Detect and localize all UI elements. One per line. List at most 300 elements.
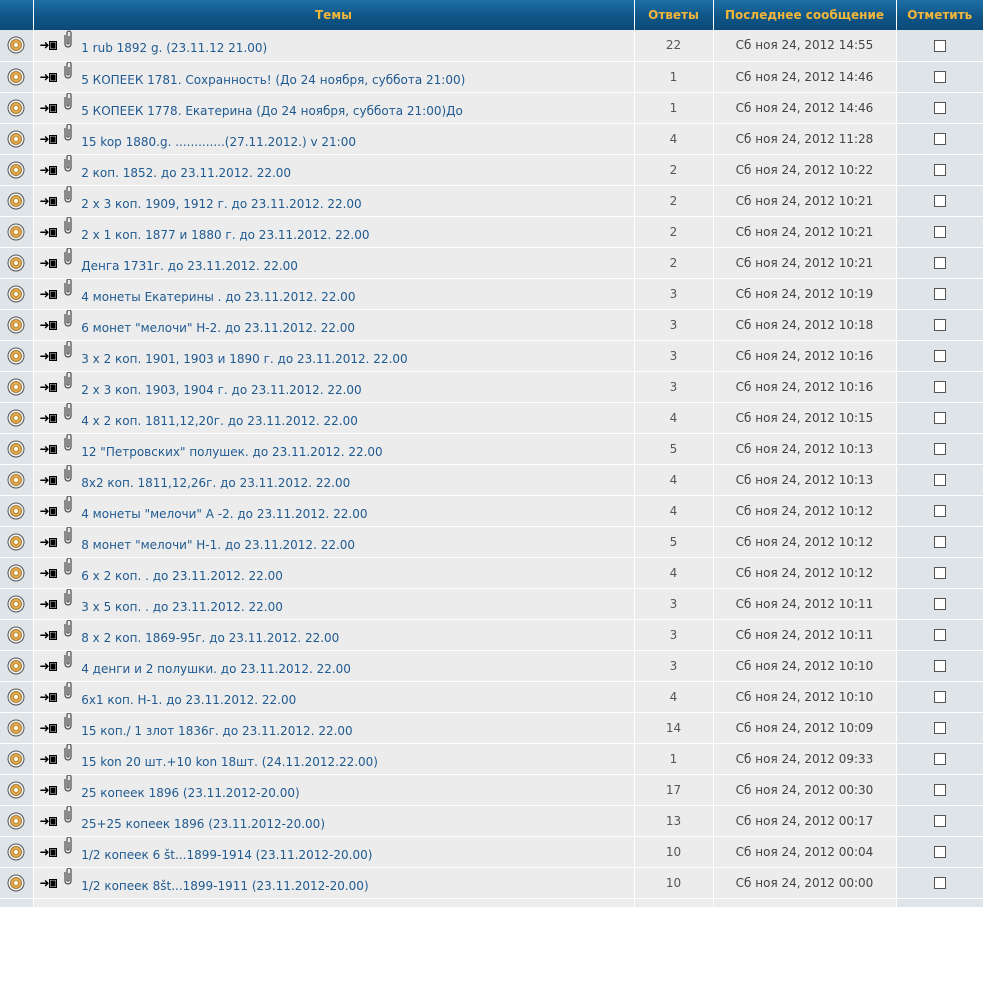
topic-title-cell <box>33 340 634 371</box>
mark-checkbox[interactable] <box>934 505 946 517</box>
topic-title-link[interactable]: 5 КОПЕЕК 1781. Сохранность! (До 24 ноября, суббота 21:00) <box>81 72 466 87</box>
goto-newest-post-icon[interactable]: ➜ <box>40 597 57 611</box>
table-row <box>0 309 983 340</box>
goto-newest-post-icon[interactable]: ➜ <box>40 411 57 425</box>
topic-title-link[interactable]: 12 "Петровских" полушек. до 23.11.2012. 22.00 <box>81 444 383 459</box>
topic-title-cell <box>33 774 634 805</box>
topic-status-cell <box>0 712 33 743</box>
goto-newest-post-icon[interactable]: ➜ <box>40 814 57 828</box>
topic-title-link[interactable]: 5 КОПЕЕК 1778. Екатерина (До 24 ноября, суббота 21:00)До <box>81 103 463 118</box>
topic-title-link[interactable]: 6 монет "мелочи" Н-2. до 23.11.2012. 22.00 <box>81 320 356 335</box>
replies-count: 2 <box>634 216 713 247</box>
topic-title-link[interactable]: 1/2 копеек 8št...1899-1911 (23.11.2012-20.00) <box>81 878 369 893</box>
topic-status-cell <box>0 216 33 247</box>
replies-count: 4 <box>634 557 713 588</box>
topic-read-icon <box>7 719 25 737</box>
replies-count: 22 <box>634 30 713 61</box>
topic-read-icon <box>7 254 25 272</box>
last-post-time[interactable]: Сб ноя 24, 2012 10:16 <box>713 371 896 402</box>
paperclip-icon <box>62 30 74 52</box>
topic-title-cell <box>33 247 634 278</box>
replies-count: 5 <box>634 526 713 557</box>
replies-column-header[interactable]: Ответы <box>634 0 713 30</box>
mark-cell <box>896 774 983 805</box>
mark-cell <box>896 309 983 340</box>
topics-table-body <box>0 30 983 907</box>
topic-title-link[interactable]: 8 x 2 коп. 1869-95г. до 23.11.2012. 22.00 <box>81 630 340 645</box>
replies-count: 17 <box>634 774 713 805</box>
paperclip-icon <box>62 650 74 672</box>
mark-checkbox[interactable] <box>934 877 946 889</box>
topic-status-cell <box>0 836 33 867</box>
topic-read-icon <box>7 347 25 365</box>
last-post-time[interactable]: Сб ноя 24, 2012 10:18 <box>713 309 896 340</box>
topic-read-icon <box>7 688 25 706</box>
last-post-time[interactable]: Сб ноя 24, 2012 10:13 <box>713 464 896 495</box>
replies-count: 14 <box>634 712 713 743</box>
topic-title-link[interactable]: 2 x 1 коп. 1877 и 1880 г. до 23.11.2012. 22.00 <box>81 227 370 242</box>
last-post-time[interactable]: Сб ноя 24, 2012 10:12 <box>713 557 896 588</box>
last-post-time[interactable]: Сб ноя 24, 2012 10:10 <box>713 681 896 712</box>
topic-title-cell <box>33 185 634 216</box>
mark-checkbox[interactable] <box>934 474 946 486</box>
topic-title-link[interactable]: 4 монеты Екатерины . до 23.11.2012. 22.00 <box>81 289 356 304</box>
last-post-time[interactable]: Сб ноя 24, 2012 10:16 <box>713 340 896 371</box>
topics-column-header[interactable]: Темы <box>33 0 634 30</box>
paperclip-icon <box>62 92 74 114</box>
paperclip-icon <box>62 309 74 331</box>
replies-count: 3 <box>634 278 713 309</box>
last-post-time[interactable]: Сб ноя 24, 2012 11:28 <box>713 123 896 154</box>
topic-status-cell <box>0 588 33 619</box>
topic-title-cell <box>33 464 634 495</box>
last-post-time[interactable]: Сб ноя 24, 2012 10:13 <box>713 433 896 464</box>
goto-newest-post-icon[interactable]: ➜ <box>40 349 57 363</box>
goto-newest-post-icon[interactable]: ➜ <box>40 783 57 797</box>
replies-count: 1 <box>634 92 713 123</box>
goto-newest-post-icon[interactable]: ➜ <box>40 752 57 766</box>
table-row <box>0 619 983 650</box>
topic-status-cell <box>0 526 33 557</box>
topic-status-cell <box>0 805 33 836</box>
partial-cell <box>713 898 896 907</box>
topic-status-cell <box>0 650 33 681</box>
topic-read-icon <box>7 502 25 520</box>
topic-read-icon <box>7 409 25 427</box>
last-post-time[interactable]: Сб ноя 24, 2012 14:46 <box>713 92 896 123</box>
replies-count: 2 <box>634 247 713 278</box>
topic-title-cell <box>33 495 634 526</box>
topic-status-cell <box>0 340 33 371</box>
replies-count: 4 <box>634 123 713 154</box>
topic-title-cell <box>33 681 634 712</box>
topic-status-cell <box>0 371 33 402</box>
mark-checkbox[interactable] <box>934 691 946 703</box>
mark-checkbox[interactable] <box>934 660 946 672</box>
goto-newest-post-icon[interactable]: ➜ <box>40 132 57 146</box>
icon-column-header <box>0 0 33 30</box>
topic-title-link[interactable]: Денга 1731г. до 23.11.2012. 22.00 <box>81 258 298 273</box>
paperclip-icon <box>62 774 74 796</box>
mark-cell <box>896 495 983 526</box>
partial-cell <box>896 898 983 907</box>
topic-status-cell <box>0 464 33 495</box>
goto-newest-post-icon[interactable]: ➜ <box>40 101 57 115</box>
goto-newest-post-icon[interactable]: ➜ <box>40 256 57 270</box>
last-post-time[interactable]: Сб ноя 24, 2012 09:33 <box>713 743 896 774</box>
table-row <box>0 123 983 154</box>
table-row <box>0 867 983 898</box>
paperclip-icon <box>62 743 74 765</box>
topic-read-icon <box>7 874 25 892</box>
last-post-time[interactable]: Сб ноя 24, 2012 10:19 <box>713 278 896 309</box>
paperclip-icon <box>62 371 74 393</box>
topic-read-icon <box>7 812 25 830</box>
replies-count: 4 <box>634 681 713 712</box>
mark-checkbox[interactable] <box>934 846 946 858</box>
table-row <box>0 92 983 123</box>
paperclip-icon <box>62 247 74 269</box>
table-row <box>0 650 983 681</box>
mark-column-header[interactable]: Отметить <box>896 0 983 30</box>
mark-cell <box>896 619 983 650</box>
replies-count: 13 <box>634 805 713 836</box>
replies-count: 10 <box>634 867 713 898</box>
mark-checkbox[interactable] <box>934 40 946 52</box>
mark-cell <box>896 185 983 216</box>
goto-newest-post-icon[interactable]: ➜ <box>40 70 57 84</box>
topic-title-cell <box>33 278 634 309</box>
topic-title-link[interactable]: 25 копеек 1896 (23.11.2012-20.00) <box>81 785 300 800</box>
mark-cell <box>896 216 983 247</box>
topic-read-icon <box>7 99 25 117</box>
table-row <box>0 154 983 185</box>
last-post-time[interactable]: Сб ноя 24, 2012 10:12 <box>713 495 896 526</box>
goto-newest-post-icon[interactable]: ➜ <box>40 535 57 549</box>
replies-count: 3 <box>634 340 713 371</box>
topic-title-cell <box>33 433 634 464</box>
mark-checkbox[interactable] <box>934 226 946 238</box>
goto-newest-post-icon[interactable]: ➜ <box>40 845 57 859</box>
last-post-time[interactable]: Сб ноя 24, 2012 10:21 <box>713 216 896 247</box>
replies-count: 4 <box>634 402 713 433</box>
paperclip-icon <box>62 526 74 548</box>
topic-title-link[interactable]: 1 rub 1892 g. (23.11.12 21.00) <box>81 41 268 56</box>
topic-title-link[interactable]: 6 x 2 коп. . до 23.11.2012. 22.00 <box>81 568 283 583</box>
last-post-time[interactable]: Сб ноя 24, 2012 10:22 <box>713 154 896 185</box>
replies-count: 4 <box>634 464 713 495</box>
table-row <box>0 774 983 805</box>
topic-read-icon <box>7 36 25 54</box>
mark-checkbox[interactable] <box>934 195 946 207</box>
last-post-time[interactable]: Сб ноя 24, 2012 00:00 <box>713 867 896 898</box>
topic-title-cell <box>33 216 634 247</box>
paperclip-icon <box>62 867 74 889</box>
mark-checkbox[interactable] <box>934 102 946 114</box>
last-post-time[interactable]: Сб ноя 24, 2012 14:46 <box>713 61 896 92</box>
mark-checkbox[interactable] <box>934 443 946 455</box>
topic-read-icon <box>7 781 25 799</box>
table-row <box>0 712 983 743</box>
topic-title-link[interactable]: 8 монет "мелочи" Н-1. до 23.11.2012. 22.00 <box>81 537 356 552</box>
goto-newest-post-icon[interactable]: ➜ <box>40 628 57 642</box>
replies-count: 2 <box>634 154 713 185</box>
last-post-time[interactable]: Сб ноя 24, 2012 10:09 <box>713 712 896 743</box>
topic-read-icon <box>7 316 25 334</box>
topic-read-icon <box>7 192 25 210</box>
mark-checkbox[interactable] <box>934 629 946 641</box>
paperclip-icon <box>62 123 74 145</box>
paperclip-icon <box>62 805 74 827</box>
goto-newest-post-icon[interactable]: ➜ <box>40 380 57 394</box>
topic-read-icon <box>7 533 25 551</box>
mark-checkbox[interactable] <box>934 722 946 734</box>
mark-cell <box>896 247 983 278</box>
topic-title-cell <box>33 743 634 774</box>
topic-read-icon <box>7 471 25 489</box>
topic-title-cell <box>33 526 634 557</box>
table-row <box>0 30 983 61</box>
last-post-time[interactable]: Сб ноя 24, 2012 10:10 <box>713 650 896 681</box>
topic-status-cell <box>0 681 33 712</box>
replies-count: 10 <box>634 836 713 867</box>
topic-title-link[interactable]: 15 коп./ 1 злот 1836г. до 23.11.2012. 22.00 <box>81 723 353 738</box>
table-row <box>0 278 983 309</box>
topic-status-cell <box>0 61 33 92</box>
topic-title-cell <box>33 154 634 185</box>
topic-title-link[interactable]: 4 монеты "мелочи" А -2. до 23.11.2012. 22.00 <box>81 506 368 521</box>
mark-checkbox[interactable] <box>934 319 946 331</box>
table-row <box>0 61 983 92</box>
goto-newest-post-icon[interactable]: ➜ <box>40 566 57 580</box>
mark-cell <box>896 464 983 495</box>
topic-title-link[interactable]: 3 x 5 коп. . до 23.11.2012. 22.00 <box>81 599 283 614</box>
mark-cell <box>896 526 983 557</box>
topic-read-icon <box>7 130 25 148</box>
topic-read-icon <box>7 750 25 768</box>
topic-title-link[interactable]: 2 x 3 коп. 1903, 1904 г. до 23.11.2012. 22.00 <box>81 382 362 397</box>
paperclip-icon <box>62 154 74 176</box>
paperclip-icon <box>62 557 74 579</box>
table-row <box>0 805 983 836</box>
goto-newest-post-icon[interactable]: ➜ <box>40 318 57 332</box>
table-row <box>0 247 983 278</box>
paperclip-icon <box>62 278 74 300</box>
last-post-time[interactable]: Сб ноя 24, 2012 10:21 <box>713 247 896 278</box>
topic-title-link[interactable]: 25+25 копеек 1896 (23.11.2012-20.00) <box>81 816 325 831</box>
last-post-time[interactable]: Сб ноя 24, 2012 10:11 <box>713 619 896 650</box>
paperclip-icon <box>62 712 74 734</box>
mark-checkbox[interactable] <box>934 257 946 269</box>
topic-status-cell <box>0 557 33 588</box>
goto-newest-post-icon[interactable]: ➜ <box>40 659 57 673</box>
table-row <box>0 433 983 464</box>
paperclip-icon <box>62 681 74 703</box>
mark-checkbox[interactable] <box>934 784 946 796</box>
paperclip-icon <box>62 836 74 858</box>
goto-newest-post-icon[interactable]: ➜ <box>40 442 57 456</box>
goto-newest-post-icon[interactable]: ➜ <box>40 473 57 487</box>
mark-cell <box>896 588 983 619</box>
mark-checkbox[interactable] <box>934 350 946 362</box>
paperclip-icon <box>62 340 74 362</box>
mark-checkbox[interactable] <box>934 536 946 548</box>
paperclip-icon <box>62 61 74 83</box>
mark-cell <box>896 340 983 371</box>
topic-status-cell <box>0 92 33 123</box>
topic-status-cell <box>0 154 33 185</box>
topic-title-link[interactable]: 4 x 2 коп. 1811,12,20г. до 23.11.2012. 22.00 <box>81 413 358 428</box>
mark-checkbox[interactable] <box>934 133 946 145</box>
mark-cell <box>896 61 983 92</box>
last-post-time[interactable]: Сб ноя 24, 2012 00:04 <box>713 836 896 867</box>
topic-status-cell <box>0 185 33 216</box>
mark-cell <box>896 30 983 61</box>
last-post-column-header[interactable]: Последнее сообщение <box>713 0 896 30</box>
mark-cell <box>896 123 983 154</box>
topic-title-link[interactable]: 2 x 3 коп. 1909, 1912 г. до 23.11.2012. 22.00 <box>81 196 362 211</box>
paperclip-icon <box>62 588 74 610</box>
goto-newest-post-icon[interactable]: ➜ <box>40 194 57 208</box>
topic-title-cell <box>33 123 634 154</box>
table-row <box>0 526 983 557</box>
topic-status-cell <box>0 30 33 61</box>
goto-newest-post-icon[interactable]: ➜ <box>40 721 57 735</box>
topic-title-link[interactable]: 8х2 коп. 1811,12,26г. до 23.11.2012. 22.00 <box>81 475 351 490</box>
topic-status-cell <box>0 495 33 526</box>
replies-count: 3 <box>634 650 713 681</box>
table-row <box>0 557 983 588</box>
paperclip-icon <box>62 433 74 455</box>
replies-count: 1 <box>634 61 713 92</box>
paperclip-icon <box>62 216 74 238</box>
mark-checkbox[interactable] <box>934 753 946 765</box>
mark-checkbox[interactable] <box>934 164 946 176</box>
last-post-time[interactable]: Сб ноя 24, 2012 10:21 <box>713 185 896 216</box>
topic-title-link[interactable]: 4 денги и 2 полушки. до 23.11.2012. 22.00 <box>81 661 351 676</box>
table-row-partial <box>0 898 983 907</box>
topic-read-icon <box>7 68 25 86</box>
mark-cell <box>896 154 983 185</box>
table-row <box>0 836 983 867</box>
last-post-time[interactable]: Сб ноя 24, 2012 14:55 <box>713 30 896 61</box>
mark-checkbox[interactable] <box>934 288 946 300</box>
goto-newest-post-icon[interactable]: ➜ <box>40 876 57 890</box>
goto-newest-post-icon[interactable]: ➜ <box>40 287 57 301</box>
last-post-time[interactable]: Сб ноя 24, 2012 00:30 <box>713 774 896 805</box>
mark-cell <box>896 92 983 123</box>
topic-title-cell <box>33 712 634 743</box>
topic-title-link[interactable]: 15 kon 20 шт.+10 kon 18шт. (24.11.2012.22.00) <box>81 754 378 769</box>
topic-title-cell <box>33 836 634 867</box>
topic-read-icon <box>7 657 25 675</box>
mark-checkbox[interactable] <box>934 567 946 579</box>
topic-read-icon <box>7 223 25 241</box>
mark-cell <box>896 712 983 743</box>
topic-title-link[interactable]: 2 коп. 1852. до 23.11.2012. 22.00 <box>81 165 292 180</box>
replies-count: 1 <box>634 743 713 774</box>
topic-read-icon <box>7 161 25 179</box>
mark-checkbox[interactable] <box>934 598 946 610</box>
last-post-time[interactable]: Сб ноя 24, 2012 10:12 <box>713 526 896 557</box>
topic-title-cell <box>33 557 634 588</box>
replies-count: 3 <box>634 371 713 402</box>
mark-cell <box>896 557 983 588</box>
mark-checkbox[interactable] <box>934 71 946 83</box>
topic-title-cell <box>33 30 634 61</box>
last-post-time[interactable]: Сб ноя 24, 2012 00:17 <box>713 805 896 836</box>
replies-count: 2 <box>634 185 713 216</box>
paperclip-icon <box>62 402 74 424</box>
topic-status-cell <box>0 247 33 278</box>
goto-newest-post-icon[interactable]: ➜ <box>40 163 57 177</box>
topic-read-icon <box>7 440 25 458</box>
topic-status-cell <box>0 309 33 340</box>
topic-title-cell <box>33 61 634 92</box>
topic-read-icon <box>7 378 25 396</box>
topic-title-cell <box>33 805 634 836</box>
goto-newest-post-icon[interactable]: ➜ <box>40 504 57 518</box>
table-row <box>0 464 983 495</box>
mark-cell <box>896 650 983 681</box>
mark-cell <box>896 433 983 464</box>
goto-newest-post-icon[interactable]: ➜ <box>40 690 57 704</box>
table-row <box>0 495 983 526</box>
replies-count: 4 <box>634 495 713 526</box>
table-row <box>0 681 983 712</box>
last-post-time[interactable]: Сб ноя 24, 2012 10:11 <box>713 588 896 619</box>
topic-read-icon <box>7 595 25 613</box>
paperclip-icon <box>62 495 74 517</box>
mark-checkbox[interactable] <box>934 815 946 827</box>
topic-status-cell <box>0 278 33 309</box>
partial-cell <box>33 898 634 907</box>
topic-title-cell <box>33 309 634 340</box>
paperclip-icon <box>62 185 74 207</box>
mark-cell <box>896 743 983 774</box>
topic-title-link[interactable]: 1/2 копеек 6 št...1899-1914 (23.11.2012-20.00) <box>81 847 373 862</box>
partial-cell <box>634 898 713 907</box>
paperclip-icon <box>62 464 74 486</box>
topic-read-icon <box>7 564 25 582</box>
topic-status-cell <box>0 619 33 650</box>
mark-cell <box>896 805 983 836</box>
table-row <box>0 743 983 774</box>
topic-title-link[interactable]: 6х1 коп. Н-1. до 23.11.2012. 22.00 <box>81 692 297 707</box>
mark-checkbox[interactable] <box>934 381 946 393</box>
mark-cell <box>896 371 983 402</box>
topic-status-cell <box>0 774 33 805</box>
topic-title-cell <box>33 402 634 433</box>
goto-newest-post-icon[interactable]: ➜ <box>40 38 57 52</box>
mark-cell <box>896 278 983 309</box>
last-post-time[interactable]: Сб ноя 24, 2012 10:15 <box>713 402 896 433</box>
mark-checkbox[interactable] <box>934 412 946 424</box>
topic-title-cell <box>33 619 634 650</box>
topic-title-link[interactable]: 3 x 2 коп. 1901, 1903 и 1890 г. до 23.11.2012. 22.00 <box>81 351 408 366</box>
paperclip-icon <box>62 619 74 641</box>
topic-read-icon <box>7 843 25 861</box>
topic-status-cell <box>0 433 33 464</box>
topic-title-cell <box>33 867 634 898</box>
goto-newest-post-icon[interactable]: ➜ <box>40 225 57 239</box>
table-row <box>0 185 983 216</box>
table-header-row <box>0 0 983 30</box>
replies-count: 3 <box>634 588 713 619</box>
table-row <box>0 588 983 619</box>
topic-title-link[interactable]: 15 kop 1880.g. .............(27.11.2012.) v 21:00 <box>81 134 356 149</box>
replies-count: 3 <box>634 309 713 340</box>
